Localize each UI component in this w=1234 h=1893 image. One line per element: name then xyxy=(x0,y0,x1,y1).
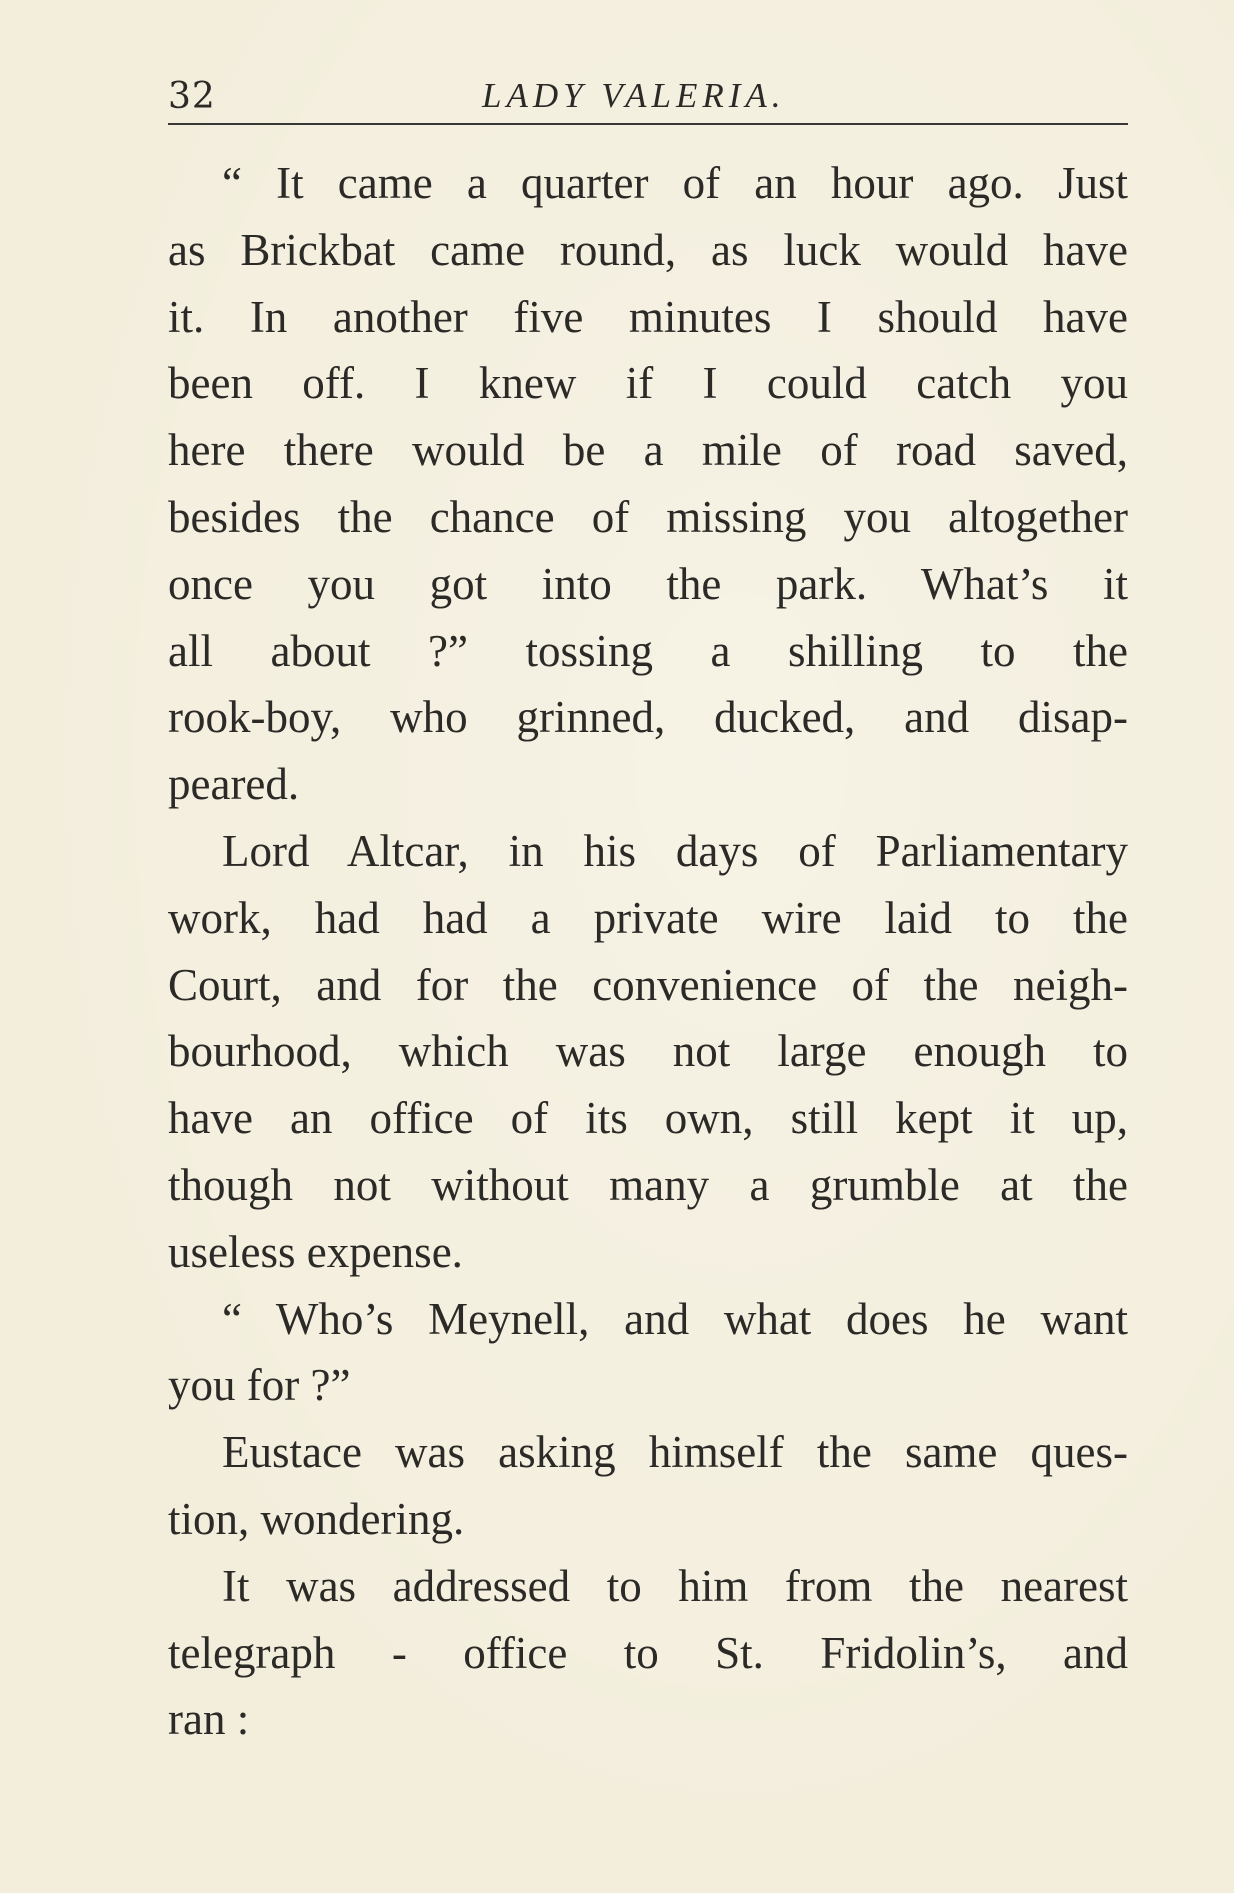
text-line: rook-boy, who grinned, ducked, and disap- xyxy=(168,692,1128,743)
running-title: LADY VALERIA. xyxy=(482,76,786,115)
text-line: peared. xyxy=(168,759,300,810)
text-line: “ Who’s Meynell, and what does he want xyxy=(222,1293,1128,1344)
text-line: It was addressed to him from the nearest xyxy=(222,1560,1128,1611)
text-line: bourhood, which was not large enough to xyxy=(168,1026,1128,1077)
text-line: as Brickbat came round, as luck would have xyxy=(168,224,1128,275)
text-line: useless expense. xyxy=(168,1226,463,1277)
text-line: it. In another five minutes I should have xyxy=(168,291,1128,342)
text-line: Lord Altcar, in his days of Parliamentary xyxy=(222,825,1128,876)
text-line: though not without many a grumble at the xyxy=(168,1159,1128,1210)
text-line: Eustace was asking himself the same ques- xyxy=(222,1427,1128,1478)
page-number: 32 xyxy=(168,76,216,117)
text-line: besides the chance of missing you altogether xyxy=(168,491,1128,542)
text-line: telegraph - office to St. Fridolin’s, and xyxy=(168,1627,1128,1678)
text-line: all about ?” tossing a shilling to the xyxy=(168,625,1128,676)
text-line: have an office of its own, still kept it up, xyxy=(168,1093,1128,1144)
text-line: once you got into the park. What’s it xyxy=(168,558,1128,609)
text-line: tion, wondering. xyxy=(168,1493,465,1544)
text-line: work, had had a private wire laid to the xyxy=(168,892,1128,943)
text-line: Court, and for the convenience of the neigh- xyxy=(168,959,1128,1010)
text-line: here there would be a mile of road saved, xyxy=(168,425,1128,476)
text-line: been off. I knew if I could catch you xyxy=(168,358,1128,409)
text-line: ran : xyxy=(168,1694,250,1745)
text-line: “ It came a quarter of an hour ago. Just xyxy=(222,158,1128,208)
text-line: you for ?” xyxy=(168,1360,351,1411)
body-text xyxy=(168,150,1128,1753)
page-header xyxy=(168,76,1128,126)
header-rule xyxy=(168,123,1128,125)
